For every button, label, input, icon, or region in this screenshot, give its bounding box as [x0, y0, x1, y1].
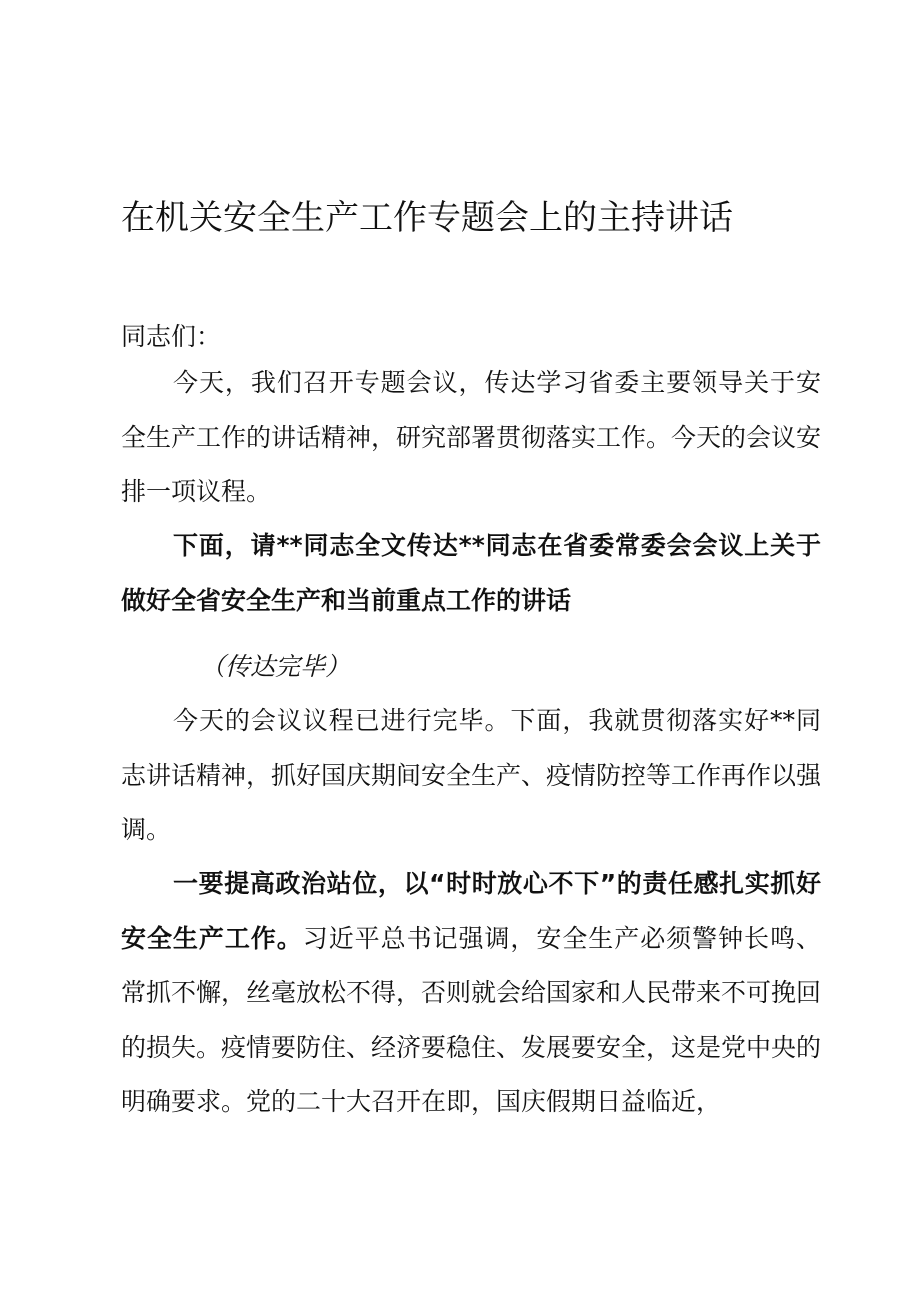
note-transmission-complete: （传达完毕） [200, 652, 351, 681]
paragraph-agenda: 下面，请**同志全文传达**同志在省委常委会会议上关于做好全省安全生产和当前重点工作的讲话 [121, 531, 821, 615]
point-one-body: 习近平总书记强调，安全生产必须警钟长鸣、常抓不懈，丝毫放松不得，否则就会给国家和人民带来不可挽回的损失。疫情要防住、经济要稳住、发展要安全，这是党中央的明确要求。党的二十大召开在即，国庆假期日益临近， [121, 923, 822, 1116]
point-one-heading: 一要提高政治站位，以“时时放心不下”的责任感扎实抓好安全生产工作。 [121, 869, 821, 953]
paragraph-opening: 今天，我们召开专题会议，传达学习省委主要领导关于安全生产工作的讲话精神，研究部署贯彻落实工作。今天的会议安排一项议程。 [121, 368, 822, 506]
paragraph-closing-intro: 今天的会议议程已进行完毕。下面，我就贯彻落实好**同志讲话精神，抓好国庆期间安全生产、疫情防控等工作再作以强调。 [121, 706, 822, 844]
salutation: 同志们： [121, 322, 222, 351]
document-title: 在机关安全生产工作专题会上的主持讲话 [121, 198, 733, 238]
paragraph-point-one [121, 857, 821, 1130]
